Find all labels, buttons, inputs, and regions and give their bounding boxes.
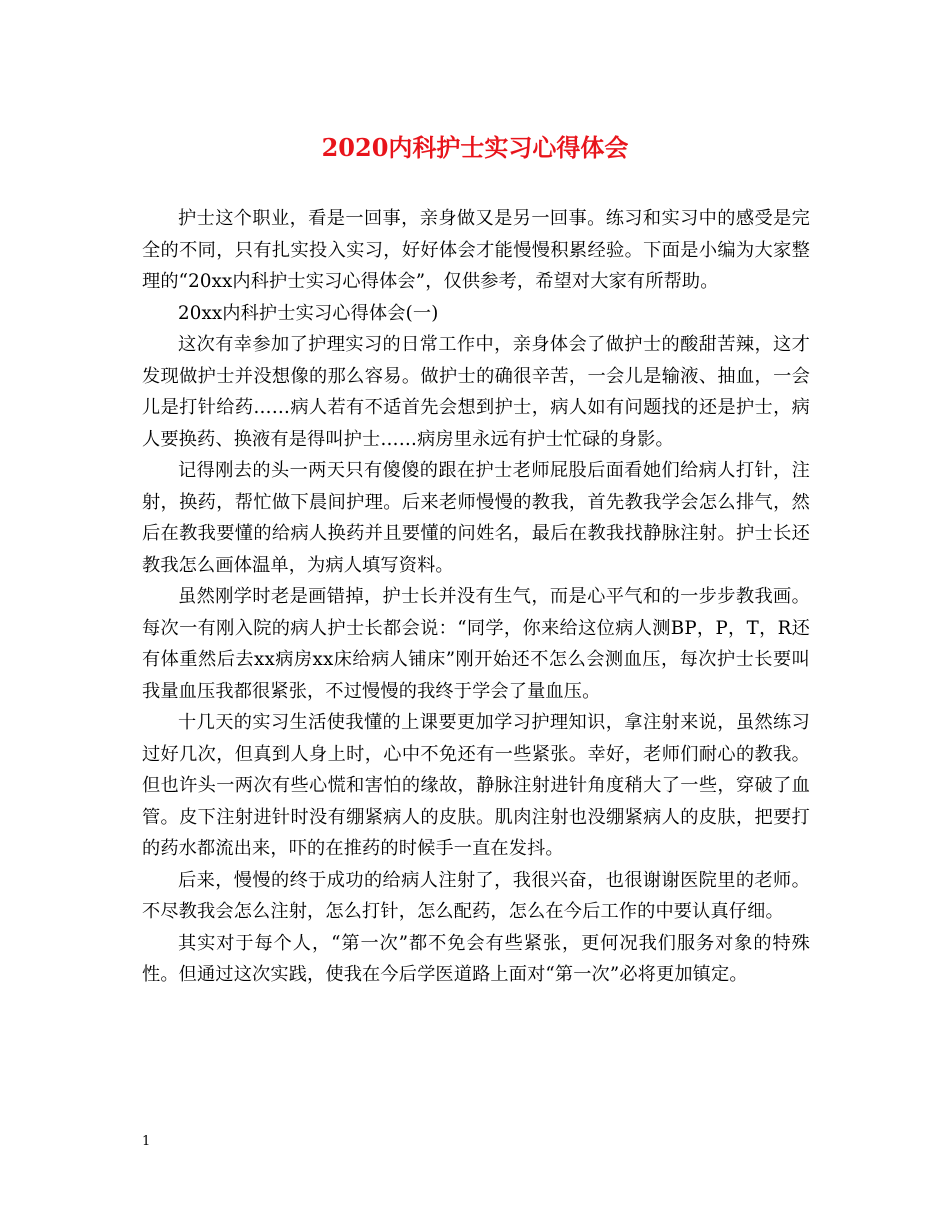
body-paragraph: 十几天的实习生活使我懂的上课要更加学习护理知识，拿注射来说，虽然练习过好几次，但真到人身上时，心中不免还有一些紧张。幸好，老师们耐心的教我。但也许头一两次有些心慌和害怕的缘故，静脉注射进针角度稍大了一些，穿破了血管。皮下注射进针时没有绷紧病人的皮肤。肌肉注射也没绷紧病人的皮肤，把要打的药水都流出来，吓的在推药的时候手一直在发抖。 xyxy=(142,712,810,859)
page-number: 1 xyxy=(142,1134,151,1149)
intro-paragraph: 护士这个职业，看是一回事，亲身做又是另一回事。练习和实习中的感受是完全的不同，只有扎实投入实习，好好体会才能慢慢积累经验。下面是小编为大家整理的“20xx内科护士实习心得体会”，仅供参考，希望对大家有所帮助。 xyxy=(142,208,810,292)
body-paragraph: 虽然刚学时老是画错掉，护士长并没有生气，而是心平气和的一步步教我画。每次一有刚入院的病人护士长都会说：“同学，你来给这位病人测BP，P，T，R还有体重然后去xx病房xx床给病人铺床”刚开始还不怎么会测血压，每次护士长要叫我量血压我都很紧张，不过慢慢的我终于学会了量血压。 xyxy=(142,586,810,702)
document-title: 2020内科护士实习心得体会 xyxy=(321,133,629,162)
body-paragraph: 这次有幸参加了护理实习的日常工作中，亲身体会了做护士的酸甜苦辣，这才发现做护士并没想像的那么容易。做护士的确很辛苦，一会儿是输液、抽血，一会儿是打针给药……病人若有不适首先会想到护士，病人如有问题找的还是护士，病人要换药、换液有是得叫护士……病房里永远有护士忙碌的身影。 xyxy=(142,334,810,450)
body-paragraph: 后来，慢慢的终于成功的给病人注射了，我很兴奋，也很谢谢医院里的老师。不尽教我会怎么注射，怎么打针，怎么配药，怎么在今后工作的中要认真仔细。 xyxy=(142,869,810,922)
document-body xyxy=(142,203,810,991)
section-heading: 20xx内科护士实习心得体会(一) xyxy=(178,302,439,324)
body-paragraph: 记得刚去的头一两天只有傻傻的跟在护士老师屁股后面看她们给病人打针，注射，换药，帮忙做下晨间护理。后来老师慢慢的教我，首先教我学会怎么排气，然后在教我要懂的给病人换药并且要懂的问姓名，最后在教我找静脉注射。护士长还教我怎么画体温单，为病人填写资料。 xyxy=(142,460,810,576)
body-paragraph: 其实对于每个人，“第一次”都不免会有些紧张，更何况我们服务对象的特殊性。但通过这次实践，使我在今后学医道路上面对“第一次”必将更加镇定。 xyxy=(142,932,810,985)
